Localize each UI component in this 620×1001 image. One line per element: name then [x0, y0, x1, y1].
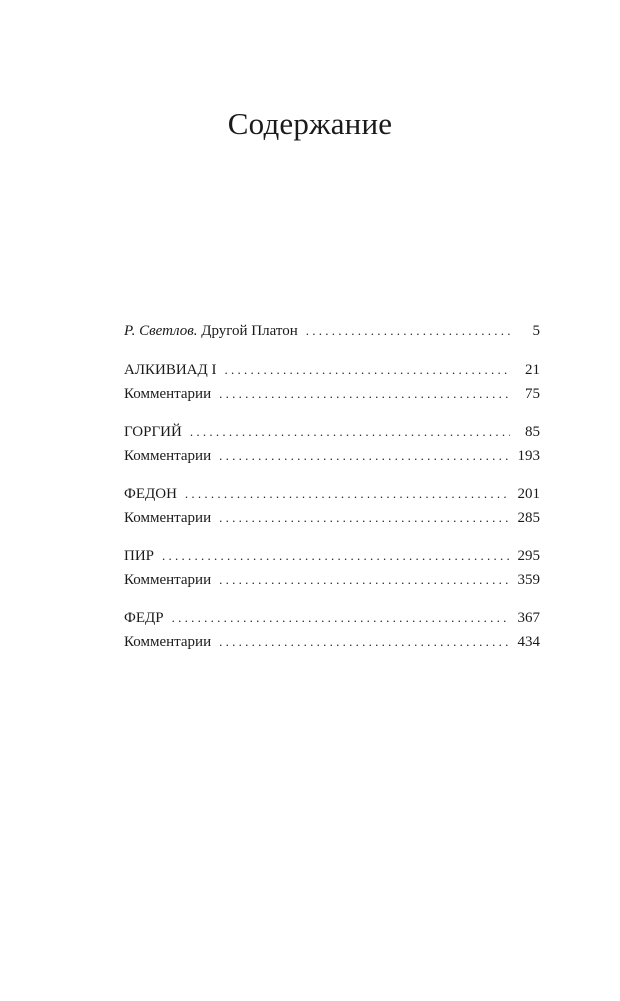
dot-leader [219, 506, 510, 530]
toc-entry-title: Комментарии [124, 386, 212, 402]
dot-leader [219, 444, 510, 468]
dot-leader [162, 543, 510, 568]
dot-leader [219, 382, 510, 406]
toc-spacer [124, 592, 540, 605]
toc-entry-phaedo-commentary[interactable] [124, 506, 540, 530]
toc-page-number: 85 [525, 424, 540, 440]
toc-page-number: 434 [517, 634, 540, 650]
toc-page-number: 295 [517, 548, 540, 564]
dot-leader [219, 568, 510, 592]
toc-entry-title: ФЕДОН [124, 486, 177, 502]
page-title: Содержание [227, 106, 393, 141]
toc-entry-phaedo[interactable] [124, 481, 540, 506]
toc-page-number: 367 [517, 610, 540, 626]
dot-leader [306, 318, 510, 343]
toc-entry-phaedrus-commentary[interactable] [124, 630, 540, 654]
toc-entry-title: ПИР [124, 548, 155, 564]
toc-entry-title: Комментарии [124, 510, 212, 526]
toc-entry-author: Р. Светлов. [124, 323, 198, 339]
toc-entry-title: ГОРГИЙ [124, 424, 182, 440]
toc-page-number: 75 [525, 386, 540, 402]
toc-spacer [124, 468, 540, 481]
toc-page-number: 359 [517, 572, 540, 588]
dot-leader [219, 630, 510, 654]
toc-entry-title: ФЕДР [124, 610, 164, 626]
dot-leader [172, 605, 510, 630]
dot-leader [190, 419, 510, 444]
toc-entry-title: Комментарии [124, 448, 212, 464]
toc-page-number: 5 [532, 323, 540, 339]
dot-leader [225, 357, 511, 382]
toc-entry-alcibiades[interactable] [124, 357, 540, 382]
toc-page-number: 21 [525, 362, 540, 378]
toc-page-number: 201 [517, 486, 540, 502]
toc-entry-phaedrus[interactable] [124, 605, 540, 630]
toc-spacer [124, 343, 540, 357]
toc-entry-intro[interactable] [124, 318, 540, 343]
toc-entry-title: Комментарии [124, 634, 212, 650]
toc-entry-alcibiades-commentary[interactable] [124, 382, 540, 406]
toc-entry-title: Другой Платон [197, 323, 298, 339]
toc-entry-symposium[interactable] [124, 543, 540, 568]
toc-entry-symposium-commentary[interactable] [124, 568, 540, 592]
toc-entry-title: Комментарии [124, 572, 212, 588]
toc-entry-title: АЛКИВИАД I [124, 362, 217, 378]
toc-spacer [124, 530, 540, 543]
toc-entry-gorgias-commentary[interactable] [124, 444, 540, 468]
toc-entry-gorgias[interactable] [124, 419, 540, 444]
toc-entry-label [124, 319, 298, 344]
toc-page-number: 285 [517, 510, 540, 526]
toc-spacer [124, 406, 540, 419]
toc-page-number: 193 [517, 448, 540, 464]
dot-leader [185, 481, 510, 506]
table-of-contents [124, 318, 540, 654]
